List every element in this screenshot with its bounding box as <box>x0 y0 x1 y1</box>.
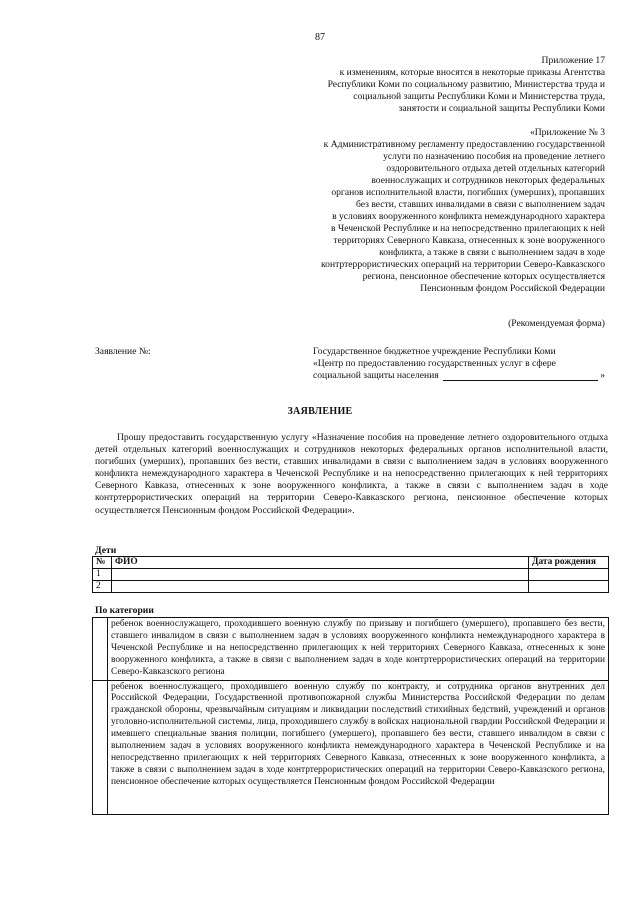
header-dob: Дата рождения <box>529 557 609 569</box>
category-text: ребенок военнослужащего, проходившего военную службу по контракту, и сотрудника органов внутренних дел Российской Федерации, Государственной противопожарной службы Министерства Российской Федерации по делам гражданской обороны, чрезвычайным ситуациям и ликвидации последствий стихийных бедствий, учреждений и органов уголовно-исполнительной системы, лица, проходившего службу в войсках национальной гвардии Российской Федерации и имевшего специальные звания полиции, погибшего (умершего), пропавшего без вести, ставшего инвалидом в связи с выполнением задач в условиях вооруженного конфликта немеждународного характера в Чеченской Республике и на непосредственно прилегающих к ней территориях Северного Кавказа, отнесенных к зоне вооруженного конфликта, а также в связи с выполнением задач в ходе контртеррористических операций на территории Северо-Кавказского региона, пенсионное обеспечение которых осуществляется Пенсионным фондом Российской Федерации <box>108 680 609 814</box>
header-fio: ФИО <box>112 557 529 569</box>
row-num: 1 <box>93 569 112 581</box>
annex-3-line: контртеррористических операций на территории Северо-Кавказского <box>321 259 605 270</box>
application-number-label: Заявление №: <box>95 346 151 357</box>
fill-in-blank[interactable] <box>443 370 599 381</box>
annex-3-line: к Административному регламенту предоставлению государственной <box>323 139 605 150</box>
application-body: Прошу предоставить государственную услугу «Назначение пособия на проведение летнего оздоровительного отдыха детей отдельных категорий военнослужащих и сотрудников некоторых федеральных органов исполнительной власти, погибших (умерших), пропавших без вести, ставших инвалидами в связи с выполнением задач в условиях вооруженного конфликта немеждународного характера в Чеченской Республике и на непосредственно прилегающих к ней территориях Северного Кавказа, отнесенных к зоне вооруженного конфликта, а также в связи с выполнением задач в ходе контртеррористических операций на территории Северо-Кавказского региона, пенсионное обеспечение которых осуществляется Пенсионным фондом Российской Федерации». <box>95 432 608 516</box>
institution-line: «Центр по предоставлению государственных услуг в сфере <box>313 358 556 369</box>
document-title: ЗАЯВЛЕНИЕ <box>287 406 353 417</box>
category-table <box>92 617 609 815</box>
annex-17-line: социальной защиты Республики Коми и Министерства труда, <box>353 91 605 102</box>
annex-17-line: Приложение 17 <box>541 55 605 66</box>
children-table <box>92 556 609 593</box>
table-header-row <box>93 557 609 569</box>
dob-cell[interactable] <box>529 581 609 593</box>
category-section-label: По категории <box>95 605 154 616</box>
annex-3-line: конфликта, а также в связи с выполнением задач в ходе <box>379 247 605 258</box>
table-row <box>93 569 609 581</box>
annex-3-line: оздоровительного отдыха детей отдельных категорий <box>386 163 605 174</box>
annex-3-line: территориях Северного Кавказа, отнесенных к зоне вооруженного <box>333 235 605 246</box>
header-num: № <box>93 557 112 569</box>
annex-17-header <box>265 55 605 115</box>
institution-line-with-blank <box>313 370 605 383</box>
category-text: ребенок военнослужащего, проходившего военную службу по призыву и погибшего (умершего), пропавшего без вести, ставшего инвалидом в связи с выполнением задач в условиях вооруженного конфликта немеждународного характера в Чеченской Республике и на непосредственно прилегающих к ней территориях Северного Кавказа, отнесенных к зоне вооруженного конфликта, а также в связи с выполнением задач в ходе контртеррористических операций на территории Северо-Кавказского региона <box>108 618 609 681</box>
category-checkbox[interactable] <box>93 680 108 814</box>
category-row <box>93 680 609 814</box>
annex-3-line: региона, пенсионное обеспечение которых осуществляется <box>362 271 605 282</box>
annex-3-line: военнослужащих и сотрудников некоторых федеральных <box>371 175 605 186</box>
annex-3-header <box>245 127 605 295</box>
annex-17-line: Республики Коми по социальному развитию, Министерства труда и <box>327 79 605 90</box>
dob-cell[interactable] <box>529 569 609 581</box>
annex-3-line: в условиях вооруженного конфликта немеждународного характера <box>332 211 605 222</box>
institution-block <box>313 346 605 383</box>
fio-cell[interactable] <box>112 581 529 593</box>
annex-17-line: к изменениям, которые вносятся в некоторые приказы Агентства <box>339 67 605 78</box>
institution-line: социальной защиты населения <box>313 370 439 381</box>
fio-cell[interactable] <box>112 569 529 581</box>
table-row <box>93 581 609 593</box>
annex-3-line: «Приложение № 3 <box>529 127 605 138</box>
annex-3-line: без вести, ставших инвалидами в связи с выполнением задач <box>356 199 605 210</box>
recommended-form-note: (Рекомендуемая форма) <box>508 318 605 329</box>
closing-quote: » <box>600 370 605 381</box>
annex-3-line: в Чеченской Республике и на непосредственно прилегающих к ней <box>331 223 605 234</box>
children-section-label: Дети <box>95 545 117 556</box>
annex-17-line: занятости и социальной защиты Республики Коми <box>398 103 605 114</box>
annex-3-line: услуги по назначению пособия на проведение летнего <box>383 151 605 162</box>
category-checkbox[interactable] <box>93 618 108 681</box>
annex-3-line: Пенсионным фондом Российской Федерации <box>420 283 605 294</box>
page-number: 87 <box>315 32 325 43</box>
row-num: 2 <box>93 581 112 593</box>
institution-line: Государственное бюджетное учреждение Республики Коми <box>313 346 556 357</box>
category-row <box>93 618 609 681</box>
annex-3-line: органов исполнительной власти, погибших (умерших), пропавших <box>331 187 605 198</box>
